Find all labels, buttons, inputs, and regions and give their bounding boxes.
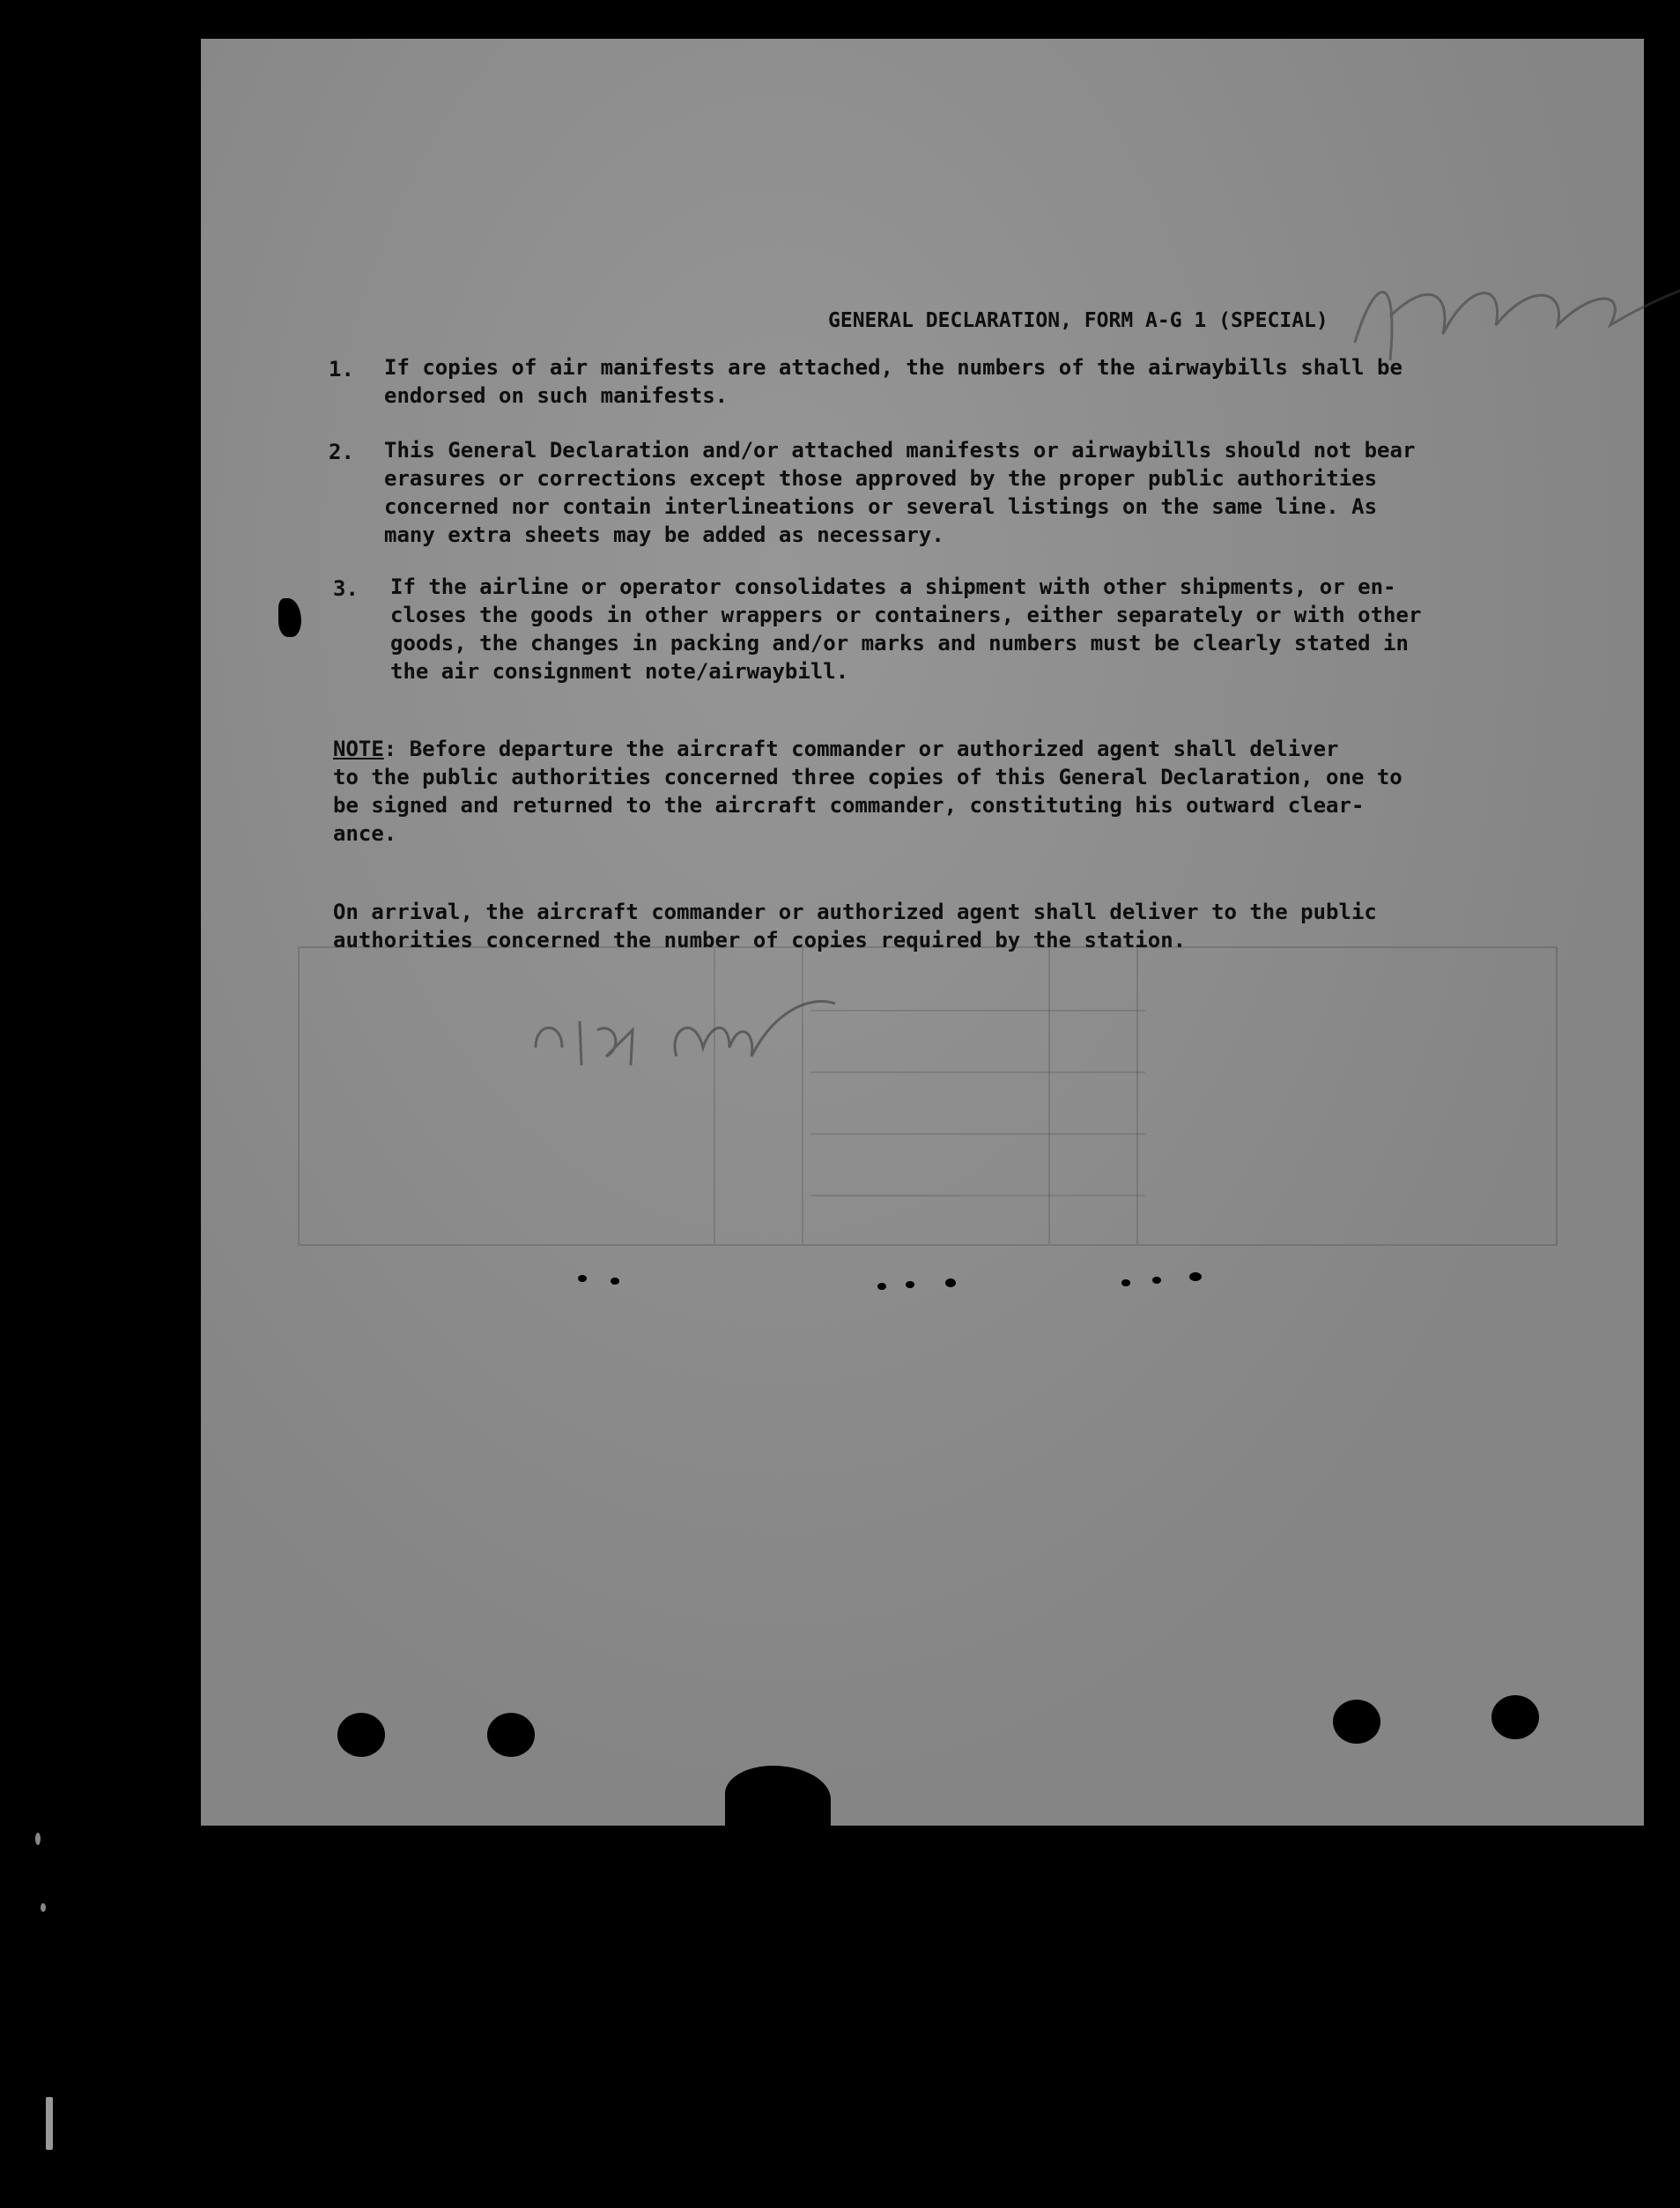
edge-tear [725, 1766, 831, 1827]
arrival-paragraph [333, 898, 1377, 954]
item-3-line: closes the goods in other wrappers or containers, either separately or with other [390, 603, 1422, 627]
speck [877, 1283, 886, 1290]
item-2-text [384, 436, 1415, 549]
note-line: : Before departure the aircraft commander or authorized agent shall deliver [383, 737, 1339, 761]
punch-hole [1491, 1695, 1539, 1739]
item-2-number: 2. [329, 440, 354, 464]
arrival-line: On arrival, the aircraft commander or authorized agent shall deliver to the public [333, 900, 1377, 924]
note-line: be signed and returned to the aircraft commander, constituting his outward clear- [333, 793, 1365, 818]
item-2-line: many extra sheets may be added as necessary. [384, 522, 944, 547]
item-1-number: 1. [329, 357, 354, 382]
document-title: GENERAL DECLARATION, FORM A-G 1 (SPECIAL) [828, 309, 1328, 332]
handwritten-annotation [527, 995, 897, 1092]
margin-speck [41, 1903, 46, 1912]
item-2-line: This General Declaration and/or attached manifests or airwaybills should not bear [384, 438, 1416, 463]
punch-hole [1333, 1700, 1380, 1744]
margin-speck [46, 2097, 53, 2150]
item-3-line: the air consignment note/airwaybill. [390, 659, 849, 684]
punch-hole [337, 1713, 385, 1757]
speck [1152, 1277, 1161, 1284]
document-sheet [201, 39, 1644, 1826]
speck [1121, 1279, 1130, 1286]
note-line: ance. [333, 821, 397, 846]
item-1-line: endorsed on such manifests. [384, 383, 729, 408]
item-2-line: erasures or corrections except those approved by the proper public authorities [384, 466, 1378, 491]
speck [578, 1275, 587, 1282]
note-label: NOTE [333, 737, 384, 761]
item-2-line: concerned nor contain interlineations or several listings on the same line. As [384, 494, 1378, 519]
ink-blot [278, 598, 301, 637]
speck [611, 1278, 619, 1285]
note-first-line [333, 735, 1402, 763]
item-3-text [390, 573, 1421, 685]
margin-speck [35, 1833, 41, 1845]
note-line: to the public authorities concerned three copies of this General Declaration, one to [333, 765, 1402, 789]
item-3-number: 3. [333, 576, 359, 601]
note-paragraph [333, 735, 1402, 848]
speck [1189, 1272, 1202, 1281]
item-3-line: If the airline or operator consolidates a shipment with other shipments, or en- [390, 574, 1396, 599]
punch-hole [487, 1713, 535, 1757]
item-3-line: goods, the changes in packing and/or marks and numbers must be clearly stated in [390, 631, 1409, 656]
speck [906, 1281, 914, 1288]
item-1-text [384, 353, 1402, 410]
bleed-through-form [298, 946, 1558, 1246]
item-1-line: If copies of air manifests are attached, the numbers of the airwaybills shall be [384, 355, 1402, 380]
speck [945, 1278, 956, 1287]
arrival-line: authorities concerned the number of copies required by the station. [333, 928, 1187, 952]
